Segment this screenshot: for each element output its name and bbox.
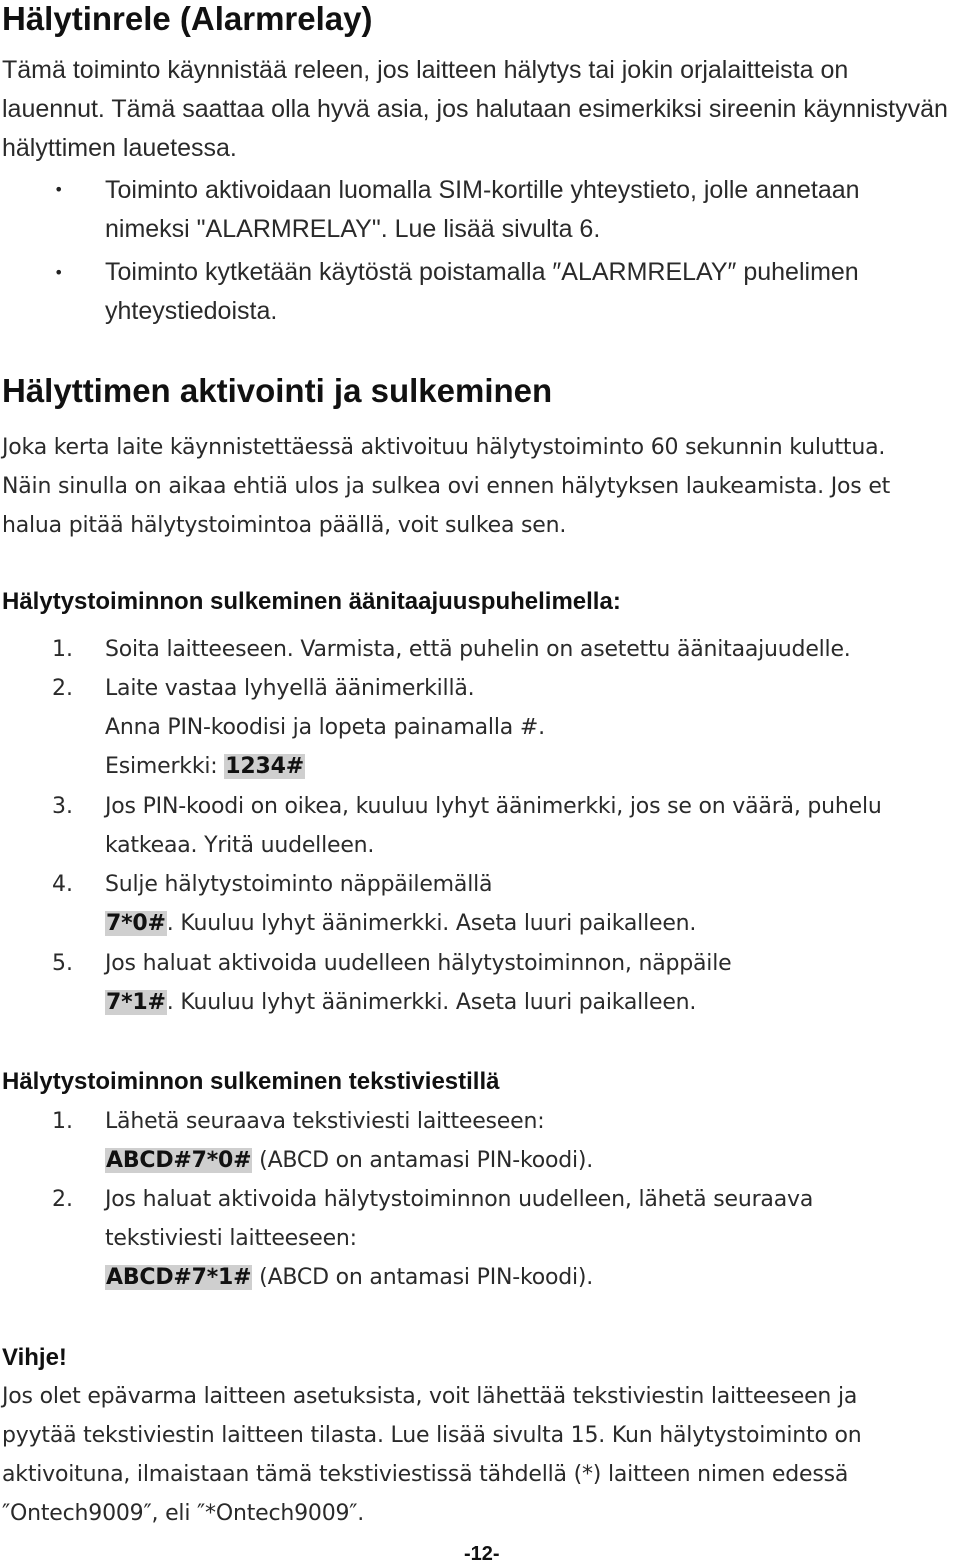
dtmf-step-3-line-1: Jos PIN-koodi on oikea, kuuluu lyhyt äänimerkki, jos se on väärä, puhelu bbox=[105, 794, 882, 819]
sms-step-1-line-1: Lähetä seuraava tekstiviesti laitteeseen: bbox=[105, 1109, 545, 1134]
dtmf-step-4-line-2 bbox=[105, 911, 696, 936]
sms-step-2-line-3 bbox=[105, 1265, 593, 1290]
tip-title: Vihje! bbox=[2, 1344, 67, 1371]
bullet-dot: • bbox=[54, 180, 64, 199]
tip-line-3: aktivoituna, ilmaistaan tämä tekstiviestissä tähdellä (*) laitteen nimen edessä bbox=[2, 1462, 849, 1487]
activation-line-1: Joka kerta laite käynnistettäessä aktivoituu hälytystoiminto 60 sekunnin kuluttua. bbox=[2, 435, 886, 460]
step-number: 5. bbox=[52, 951, 73, 976]
step-number: 1. bbox=[52, 637, 73, 662]
code-disable: 7*0# bbox=[106, 911, 166, 936]
intro-line-1: Tämä toiminto käynnistää releen, jos laitteen hälytys tai jokin orjalaitteista on bbox=[2, 56, 849, 84]
bullet-2-line-1: Toiminto kytketään käytöstä poistamalla ″ALARMRELAY″ puhelimen bbox=[105, 258, 859, 286]
sms-step-2-line-2: tekstiviesti laitteeseen: bbox=[105, 1226, 357, 1251]
step-number: 2. bbox=[52, 676, 73, 701]
dtmf-step-5-line-1: Jos haluat aktivoida uudelleen hälytystoiminnon, näppäile bbox=[105, 951, 732, 976]
tip-line-4: ″Ontech9009″, eli ″*Ontech9009″. bbox=[2, 1501, 365, 1526]
section-title-sms: Hälytystoiminnon sulkeminen tekstiviestillä bbox=[2, 1068, 500, 1095]
dtmf-step-3-line-2: katkeaa. Yritä uudelleen. bbox=[105, 833, 375, 858]
tip-line-1: Jos olet epävarma laitteen asetuksista, voit lähettää tekstiviestin laitteeseen ja bbox=[2, 1384, 858, 1409]
step-number: 4. bbox=[52, 872, 73, 897]
dtmf-step-5-rest: . Kuuluu lyhyt äänimerkki. Aseta luuri paikalleen. bbox=[166, 990, 697, 1015]
activation-line-3: halua pitää hälytystoimintoa päällä, voit sulkea sen. bbox=[2, 513, 567, 538]
code-sms-enable: ABCD#7*1# bbox=[106, 1265, 252, 1290]
sms-step-2-line-1: Jos haluat aktivoida hälytystoiminnon uudelleen, lähetä seuraava bbox=[105, 1187, 814, 1212]
code-example-pin: 1234# bbox=[225, 754, 304, 779]
intro-line-3: hälyttimen lauetessa. bbox=[2, 134, 237, 162]
dtmf-step-2-line-2: Anna PIN-koodisi ja lopeta painamalla #. bbox=[105, 715, 545, 740]
section-title-activation: Hälyttimen aktivointi ja sulkeminen bbox=[2, 372, 553, 409]
tip-line-2: pyytää tekstiviestin laitteen tilasta. Lue lisää sivulta 15. Kun hälytystoiminto on bbox=[2, 1423, 862, 1448]
dtmf-step-1-line-1: Soita laitteeseen. Varmista, että puhelin on asetettu äänitaajuudelle. bbox=[105, 637, 851, 662]
step-number: 1. bbox=[52, 1109, 73, 1134]
step-number: 2. bbox=[52, 1187, 73, 1212]
section-title-alarmrelay: Hälytinrele (Alarmrelay) bbox=[2, 0, 373, 37]
page-number: -12- bbox=[464, 1543, 500, 1565]
step-number: 3. bbox=[52, 794, 73, 819]
bullet-1-line-1: Toiminto aktivoidaan luomalla SIM-kortille yhteystieto, jolle annetaan bbox=[105, 176, 860, 204]
code-sms-disable: ABCD#7*0# bbox=[106, 1148, 252, 1173]
section-title-dtmf: Hälytystoiminnon sulkeminen äänitaajuuspuhelimella: bbox=[2, 588, 621, 615]
bullet-1-line-2: nimeksi "ALARMRELAY". Lue lisää sivulta 6. bbox=[105, 215, 601, 243]
example-label: Esimerkki: bbox=[105, 754, 225, 779]
bullet-2-line-2: yhteystiedoista. bbox=[105, 297, 278, 325]
sms-step-1-line-2 bbox=[105, 1148, 593, 1173]
code-enable: 7*1# bbox=[106, 990, 166, 1015]
intro-line-2: lauennut. Tämä saattaa olla hyvä asia, jos halutaan esimerkiksi sireenin käynnistyvän bbox=[2, 95, 948, 123]
activation-line-2: Näin sinulla on aikaa ehtiä ulos ja sulkea ovi ennen hälytyksen laukeamista. Jos et bbox=[2, 474, 891, 499]
dtmf-step-2-line-1: Laite vastaa lyhyellä äänimerkillä. bbox=[105, 676, 475, 701]
dtmf-step-4-line-1: Sulje hälytystoiminto näppäilemällä bbox=[105, 872, 493, 897]
dtmf-step-4-rest: . Kuuluu lyhyt äänimerkki. Aseta luuri paikalleen. bbox=[166, 911, 697, 936]
bullet-dot: • bbox=[54, 263, 64, 282]
sms-step-2-rest: (ABCD on antamasi PIN-koodi). bbox=[252, 1265, 594, 1290]
sms-step-1-rest: (ABCD on antamasi PIN-koodi). bbox=[252, 1148, 594, 1173]
dtmf-step-5-line-2 bbox=[105, 990, 696, 1015]
dtmf-step-2-line-3 bbox=[105, 754, 305, 779]
